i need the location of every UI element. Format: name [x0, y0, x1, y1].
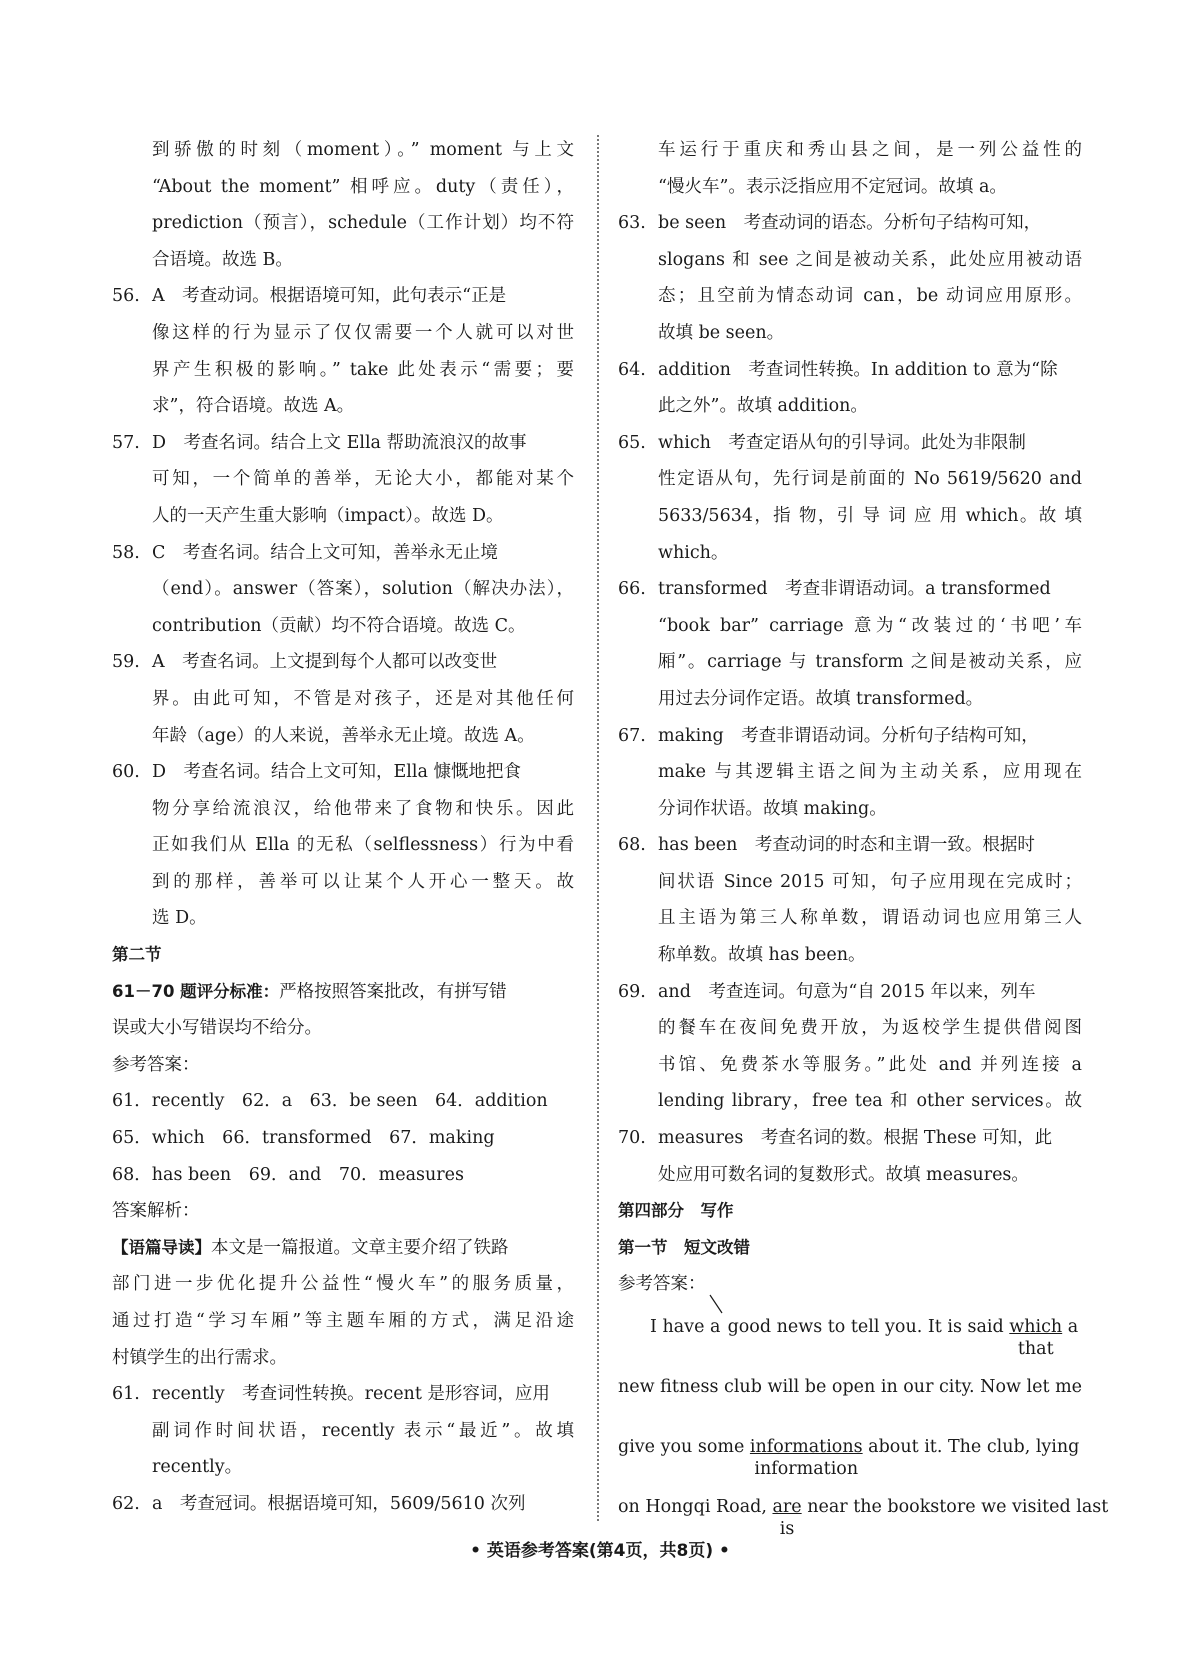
line-text: 称单数。故填 has been。: [658, 945, 866, 966]
line-text: recently。: [152, 1457, 243, 1478]
text-line: [618, 1083, 1082, 1120]
text-line: [112, 1010, 574, 1047]
right-column: [618, 132, 1109, 1549]
line-text: 界产生积极的影响。” take 此处表示“需要；要: [152, 359, 574, 380]
essay-text: on Hongqi Road,: [618, 1497, 773, 1517]
text-line: [618, 242, 1082, 279]
answer-item-line: [618, 425, 1082, 462]
text-line: [618, 608, 1082, 645]
text-line: [112, 132, 574, 169]
answer-item-line: [618, 571, 1082, 608]
text-line: [112, 461, 574, 498]
line-text: 副词作时间状语，recently 表示“最近”。故填: [152, 1420, 574, 1441]
text-line: [618, 535, 1082, 572]
item-number: 65.: [618, 432, 646, 453]
line-text: 人的一天产生重大影响（impact）。故选 D。: [152, 505, 504, 526]
line-text: “book bar” carriage 意为“改装过的‘书吧’车: [658, 615, 1082, 636]
line-text: 选 D。: [152, 908, 207, 929]
text-line: [112, 718, 574, 755]
text-line: [112, 498, 574, 535]
item-number: 57.: [112, 432, 140, 453]
answer-item-line: [112, 754, 574, 791]
essay-text: new fitness club will be open in our city. Now let me: [618, 1377, 1083, 1397]
item-number: 70.: [618, 1128, 646, 1149]
text-line: [112, 1047, 574, 1084]
text-line: [618, 278, 1082, 315]
line-text: D 考查名词。结合上文可知，Ella 慷慨地把食: [152, 762, 521, 783]
text-line: [618, 1157, 1082, 1194]
text-line: [112, 242, 574, 279]
correction-are: [772, 1497, 802, 1539]
line-text: 第二节: [112, 945, 162, 965]
text-line: [618, 1230, 1082, 1267]
item-number: 61.: [112, 1384, 140, 1405]
line-text: “慢火车”。表示泛指应用不定冠词。故填 a。: [658, 176, 1007, 197]
text-line: [112, 1120, 574, 1157]
line-text: 本文是一篇报道。文章主要介绍了铁路: [211, 1237, 509, 1258]
text-line: [618, 900, 1082, 937]
text-line: [618, 1266, 1082, 1303]
text-line: [112, 1303, 574, 1340]
text-line: [112, 1083, 574, 1120]
answer-item-line: [112, 1486, 574, 1523]
line-text: be seen 考查动词的语态。分析句子结构可知，: [658, 213, 1042, 234]
line-text: 态；且空前为情态动词 can，be 动词应用原形。: [658, 286, 1082, 307]
line-text: D 考查名词。结合上文 Ella 帮助流浪汉的故事: [152, 432, 527, 453]
text-line: [112, 937, 574, 974]
line-text: 用过去分词作定语。故填 transformed。: [658, 688, 984, 709]
line-text: 物分享给流浪汉，给他带来了食物和快乐。因此: [152, 798, 574, 819]
line-text: 的餐车在夜间免费开放，为返校学生提供借阅图: [658, 1018, 1082, 1039]
line-text: 性定语从句，先行词是前面的 No 5619/5620 and: [658, 469, 1082, 490]
item-number: 66.: [618, 579, 646, 600]
item-number: 59.: [112, 652, 140, 673]
text-line: [112, 791, 574, 828]
answer-item-line: [618, 718, 1082, 755]
text-line: [112, 900, 574, 937]
essay-text: good news to tell you. It is said: [722, 1317, 1010, 1337]
line-text: 严格按照答案批改，有拼写错: [279, 981, 507, 1002]
text-line: [112, 1157, 574, 1194]
essay-line-1: [618, 1309, 1082, 1369]
line-text: 求”，符合语境。故选 A。: [152, 396, 355, 417]
line-text: which 考查定语从句的引导词。此处为非限制: [658, 432, 1026, 453]
line-text: 分词作状语。故填 making。: [658, 798, 887, 819]
text-line: [112, 1413, 574, 1450]
answer-item-line: [618, 1120, 1082, 1157]
essay-text: about it. The club, lying: [862, 1437, 1080, 1457]
text-line: [112, 315, 574, 352]
line-text: “About the moment” 相呼应。duty（责任），: [152, 176, 574, 197]
line-text: recently 考查词性转换。recent 是形容词，应用: [152, 1384, 550, 1405]
text-line: [112, 1449, 574, 1486]
text-line: [618, 644, 1082, 681]
original-word: which: [1009, 1317, 1063, 1337]
line-text: 65．which 66．transformed 67．making: [112, 1128, 495, 1149]
line-text: A 考查动词。根据语境可知，此句表示“正是: [152, 286, 507, 307]
line-text: addition 考查词性转换。In addition to 意为“除: [658, 359, 1058, 380]
line-text: 第四部分 写作: [618, 1201, 734, 1221]
line-text: lending library，free tea 和 other services。故: [658, 1091, 1082, 1112]
line-text: 书馆、免费茶水等服务。”此处 and 并列连接 a: [658, 1054, 1082, 1075]
line-text: 参考答案：: [618, 1274, 706, 1295]
line-text: contribution（贡献）均不符合语境。故选 C。: [152, 615, 526, 636]
answer-item-line: [112, 278, 574, 315]
answer-item-line: [618, 827, 1082, 864]
text-line: [112, 1266, 574, 1303]
item-number: 64.: [618, 359, 646, 380]
item-number: 67.: [618, 725, 646, 746]
line-text: transformed 考查非谓语动词。a transformed: [658, 579, 1051, 600]
text-line: [618, 388, 1082, 425]
essay-line-2: [618, 1369, 1082, 1429]
line-text: 误或大小写错误均不给分。: [112, 1018, 322, 1039]
line-text: make 与其逻辑主语之间为主动关系，应用现在: [658, 762, 1082, 783]
essay-text: I have: [650, 1317, 710, 1337]
text-line: [112, 608, 574, 645]
line-text: 通过打造“学习车厢”等主题车厢的方式，满足沿途: [112, 1311, 574, 1331]
answer-item-line: [618, 205, 1082, 242]
line-text: has been 考查动词的时态和主谓一致。根据时: [658, 835, 1035, 856]
line-text: 正如我们从 Ella 的无私（selflessness）行为中看: [152, 835, 574, 856]
line-text: （end）。answer（答案），solution（解决办法），: [152, 579, 574, 600]
essay-text: a: [1062, 1317, 1079, 1337]
line-text: 到骄傲的时刻（moment）。” moment 与上文: [152, 140, 574, 160]
line-text: slogans 和 see 之间是被动关系，此处应用被动语: [658, 249, 1082, 270]
line-text: 此之外”。故填 addition。: [658, 396, 868, 417]
bold-label: 【语篇导读】: [112, 1237, 211, 1257]
item-number: 56.: [112, 286, 140, 307]
line-text: 厢”。carriage 与 transform 之间是被动关系，应: [658, 652, 1082, 673]
delete-mark-icon: [710, 1309, 722, 1345]
answer-item-line: [618, 352, 1082, 389]
line-text: 村镇学生的出行需求。: [112, 1347, 287, 1368]
line-text: 可知，一个简单的善举，无论大小，都能对某个: [152, 469, 574, 490]
text-line: [112, 352, 574, 389]
text-line: [618, 937, 1082, 974]
original-word: are: [772, 1497, 802, 1517]
line-text: A 考查名词。上文提到每个人都可以改变世: [152, 652, 498, 673]
deleted-word: a: [710, 1317, 721, 1337]
text-line: [112, 1340, 574, 1377]
essay-text: give you some: [618, 1437, 750, 1457]
essay-text: near the bookstore we visited last: [801, 1497, 1109, 1517]
answer-item-line: [618, 974, 1082, 1011]
original-word: informations: [749, 1437, 863, 1457]
text-line: [618, 1047, 1082, 1084]
text-line: [618, 864, 1082, 901]
line-text: C 考查名词。结合上文可知，善举永无止境: [152, 542, 498, 563]
item-number: 62.: [112, 1493, 140, 1514]
text-line: [112, 205, 574, 242]
item-number: 68.: [618, 835, 646, 856]
text-line: [112, 388, 574, 425]
line-text: 像这样的行为显示了仅仅需要一个人就可以对世: [152, 322, 574, 343]
text-line: [618, 132, 1082, 169]
text-line: [618, 498, 1082, 535]
line-text: making 考查非谓语动词。分析句子结构可知，: [658, 725, 1039, 746]
text-line: [112, 169, 574, 206]
answer-item-line: [112, 1376, 574, 1413]
line-text: 到的那样，善举可以让某个人开心一整天。故: [152, 871, 574, 892]
bold-label: 61－70 题评分标准：: [112, 981, 280, 1001]
item-number: 69.: [618, 981, 646, 1002]
item-number: 60.: [112, 762, 140, 783]
text-line: [618, 754, 1082, 791]
text-line: [618, 315, 1082, 352]
text-line: [112, 1193, 574, 1230]
line-text: 间状语 Since 2015 可知，句子应用现在完成时；: [658, 871, 1082, 892]
line-text: prediction（预言），schedule（工作计划）均不符: [152, 213, 574, 234]
page-footer: • 英语参考答案(第4页，共8页) •: [470, 1541, 730, 1561]
answer-item-line: [112, 644, 574, 681]
corrected-word: information: [754, 1459, 859, 1479]
line-text: 界。由此可知，不管是对孩子，还是对其他任何: [152, 688, 574, 709]
line-text: 61．recently 62．a 63．be seen 64．addition: [112, 1091, 548, 1112]
line-text: 且主语为第三人称单数，谓语动词也应用第三人: [658, 908, 1082, 929]
text-line: [112, 681, 574, 718]
line-text: 合语境。故选 B。: [152, 249, 293, 270]
correction-informations: [749, 1437, 863, 1479]
line-text: 68．has been 69．and 70．measures: [112, 1164, 464, 1185]
text-line: [618, 1193, 1082, 1230]
answer-item-line: [112, 425, 574, 462]
right-lines: [618, 132, 1082, 1303]
text-line: [618, 1010, 1082, 1047]
item-number: 63.: [618, 213, 646, 234]
text-line: [112, 864, 574, 901]
error-correction-essay: [618, 1309, 1109, 1549]
line-text: 参考答案：: [112, 1054, 200, 1075]
essay-line-3: [618, 1429, 1082, 1489]
line-text: measures 考查名词的数。根据 These 可知，此: [658, 1128, 1053, 1149]
text-line: [618, 461, 1082, 498]
line-text: 第一节 短文改错: [618, 1237, 750, 1257]
text-line: [112, 827, 574, 864]
text-line: [618, 681, 1082, 718]
line-text: 答案解析：: [112, 1201, 200, 1222]
text-line: [112, 571, 574, 608]
line-text: 年龄（age）的人来说，善举永无止境。故选 A。: [152, 725, 535, 746]
line-text: 车运行于重庆和秀山县之间，是一列公益性的: [658, 140, 1082, 160]
line-text: a 考查冠词。根据语境可知，5609/5610 次列: [152, 1493, 526, 1514]
corrected-word: is: [779, 1519, 795, 1539]
correction-which: [1009, 1317, 1063, 1359]
line-text: 5633/5634，指 物，引 导 词 应 用 which。故 填: [658, 505, 1082, 526]
column-divider: [597, 135, 599, 1521]
answer-item-line: [112, 535, 574, 572]
left-column: [112, 132, 574, 1523]
item-number: 58.: [112, 542, 140, 563]
line-text: and 考查连词。句意为“自 2015 年以来，列车: [658, 981, 1036, 1002]
corrected-word: that: [1017, 1339, 1054, 1359]
text-line: [618, 169, 1082, 206]
line-text: 处应用可数名词的复数形式。故填 measures。: [658, 1164, 1029, 1185]
text-line: [618, 791, 1082, 828]
line-text: which。: [658, 542, 729, 563]
line-text: 故填 be seen。: [658, 322, 785, 343]
line-text: 部门进一步优化提升公益性“慢火车”的服务质量，: [112, 1274, 574, 1295]
text-line: [112, 1230, 574, 1267]
text-line: [112, 974, 574, 1011]
